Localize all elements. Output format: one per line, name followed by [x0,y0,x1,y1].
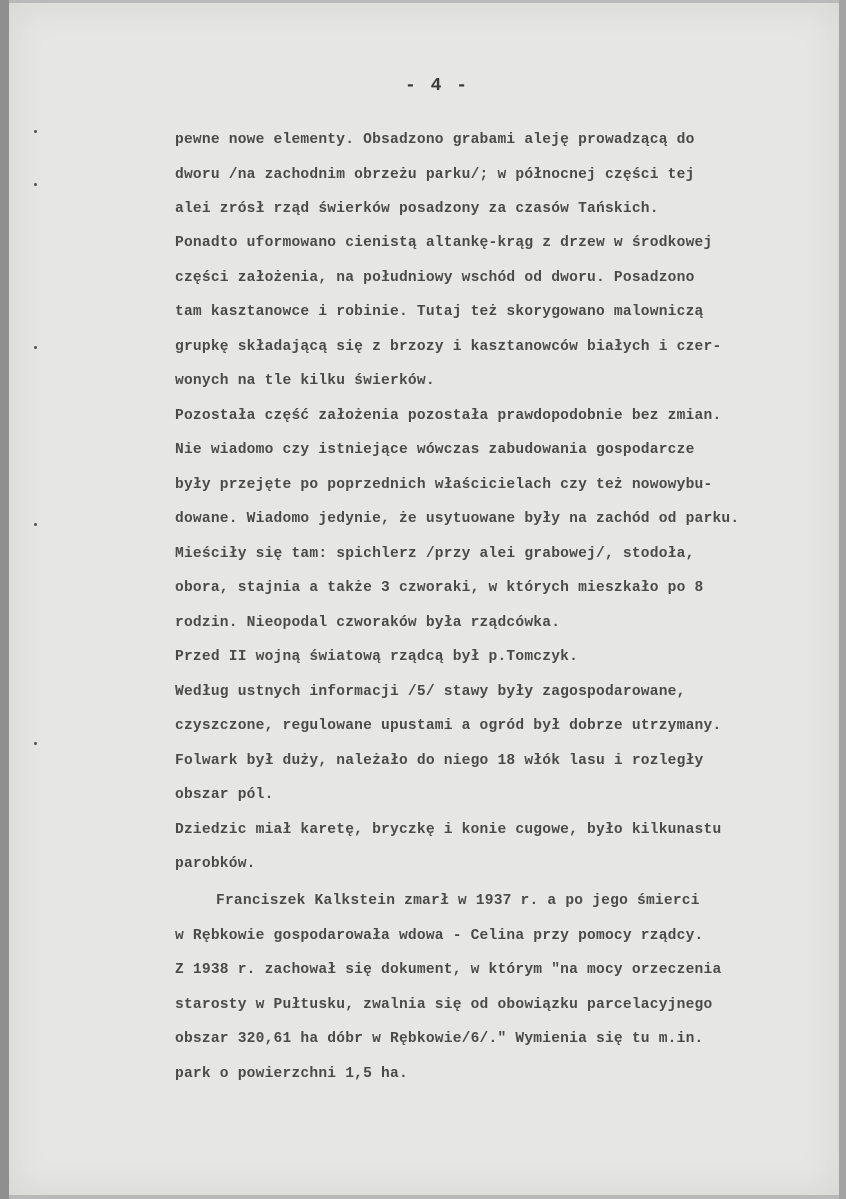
text-line: dworu /na zachodnim obrzeżu parku/; w północnej części tej [175,167,695,183]
margin-dot [34,346,37,349]
text-line: grupkę składającą się z brzozy i kasztanowców białych i czer- [175,339,722,355]
text-line: tam kasztanowce i robinie. Tutaj też skorygowano malowniczą [175,304,704,320]
text-line: Dziedzic miał karetę, bryczkę i konie cugowe, było kilkunastu [175,822,722,838]
margin-dot [34,130,37,133]
text-line: obora, stajnia a także 3 czworaki, w których mieszkało po 8 [175,580,704,596]
text-line: Ponadto uformowano cienistą altankę-krąg z drzew w środkowej [175,235,713,251]
margin-dot [34,523,37,526]
text-line: Pozostała część założenia pozostała prawdopodobnie bez zmian. [175,408,722,424]
margin-dot [34,742,37,745]
text-line: rodzin. Nieopodal czworaków była rządcówka. [175,615,561,631]
text-line: wonych na tle kilku świerków. [175,373,435,389]
text-line: pewne nowe elementy. Obsadzono grabami aleję prowadzącą do [175,132,695,148]
text-line: czyszczone, regulowane upustami a ogród był dobrze utrzymany. [175,718,722,734]
text-line: park o powierzchni 1,5 ha. [175,1066,408,1082]
text-line: obszar 320,61 ha dóbr w Rębkowie/6/." Wymienia się tu m.in. [175,1031,704,1047]
text-line: Mieściły się tam: spichlerz /przy alei grabowej/, stodoła, [175,546,695,562]
margin-dot [34,183,37,186]
text-line: dowane. Wiadomo jedynie, że usytuowane były na zachód od parku. [175,511,740,527]
text-line: alei zrósł rząd świerków posadzony za czasów Tańskich. [175,201,659,217]
text-line: Z 1938 r. zachował się dokument, w którym "na mocy orzeczenia [175,962,722,978]
text-line: były przejęte po poprzednich właścicielach czy też nowowybu- [175,477,713,493]
text-line: starosty w Pułtusku, zwalnia się od obowiązku parcelacyjnego [175,997,713,1013]
page-number: - 4 - [405,76,470,96]
text-line: Franciszek Kalkstein zmarł w 1937 r. a po jego śmierci [216,893,700,909]
scan-left-edge [0,0,9,1199]
text-line: parobków. [175,856,256,872]
text-line: Przed II wojną światową rządcą był p.Tomczyk. [175,649,579,665]
text-line: części założenia, na południowy wschód od dworu. Posadzono [175,270,695,286]
text-line: obszar pól. [175,787,274,803]
text-line: Folwark był duży, należało do niego 18 włók lasu i rozległy [175,753,704,769]
text-line: w Rębkowie gospodarowała wdowa - Celina przy pomocy rządcy. [175,928,704,944]
text-line: Według ustnych informacji /5/ stawy były zagospodarowane, [175,684,686,700]
scan-right-edge [839,0,846,1199]
text-line: Nie wiadomo czy istniejące wówczas zabudowania gospodarcze [175,442,695,458]
